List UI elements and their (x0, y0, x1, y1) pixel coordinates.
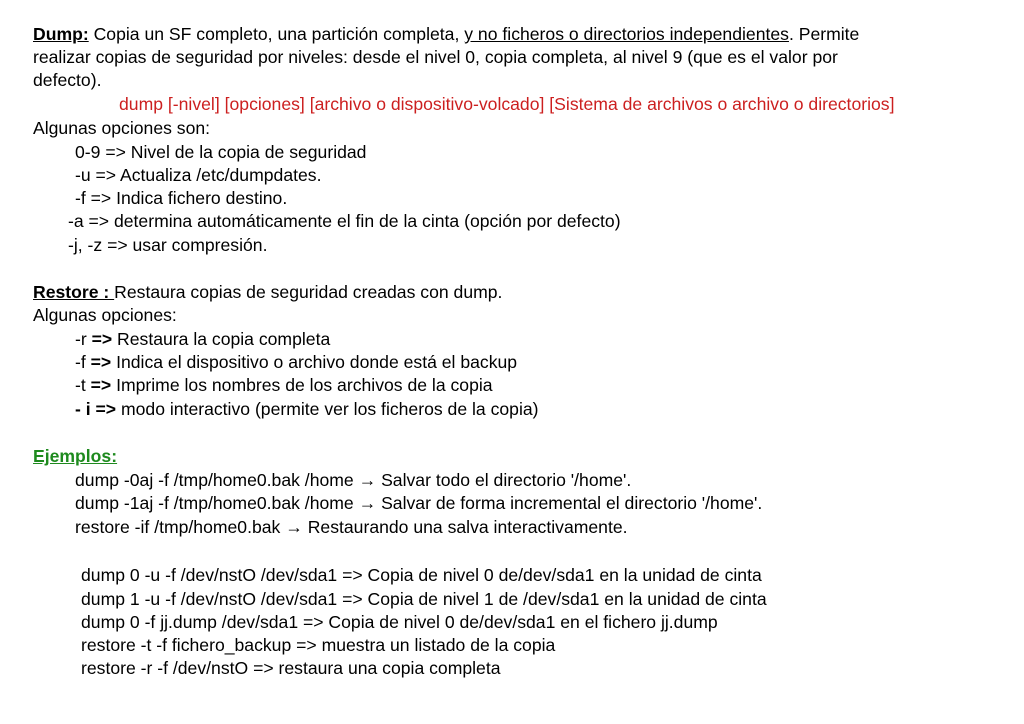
restore-option-text: modo interactivo (permite ver los ficheros de la copia) (116, 399, 539, 419)
restore-option (75, 328, 330, 350)
example-line: restore -t -f fichero_backup => muestra un listado de la copia (81, 635, 556, 655)
restore-option-flag: -t (75, 375, 86, 395)
restore-option-arrow: => (86, 329, 113, 349)
dump-option: 0-9 => Nivel de la copia de seguridad (75, 142, 367, 162)
restore-option-flag: - i (75, 399, 91, 419)
restore-option-flag: -f (75, 352, 86, 372)
restore-intro (33, 281, 502, 303)
dump-option: -j, -z => usar compresión. (68, 235, 268, 255)
restore-options-label: Algunas opciones: (33, 305, 177, 325)
restore-option (75, 398, 539, 420)
example-line: dump 1 -u -f /dev/nstO /dev/sda1 => Copia de nivel 1 de /dev/sda1 en la unidad de cinta (81, 589, 767, 609)
dump-syntax: dump [-nivel] [opciones] [archivo o dispositivo-volcado] [Sistema de archivos o archivo o directorios] (119, 94, 895, 114)
restore-heading: Restore : (33, 282, 115, 302)
example-line: dump -1aj -f /tmp/home0.bak /home → Salvar de forma incremental el directorio '/home'. (75, 493, 763, 513)
dump-option: -f => Indica fichero destino. (75, 188, 288, 208)
dump-options-label: Algunas opciones son: (33, 118, 211, 138)
dump-intro-text-b: . Permite (788, 24, 860, 44)
restore-option-arrow: => (85, 375, 112, 395)
restore-option-text: Restaura la copia completa (112, 329, 331, 349)
dump-intro-line2: realizar copias de seguridad por niveles: desde el nivel 0, copia completa, al nivel 9 (que es el valor por (33, 47, 838, 67)
restore-intro-text: Restaura copias de seguridad creadas con dump. (114, 282, 503, 302)
dump-heading: Dump: (33, 24, 89, 44)
example-line: dump -0aj -f /tmp/home0.bak /home → Salvar todo el directorio '/home'. (75, 470, 632, 490)
restore-option-arrow: => (85, 352, 112, 372)
restore-option-text: Imprime los nombres de los archivos de la copia (111, 375, 493, 395)
restore-option-arrow: => (90, 399, 117, 419)
restore-option (75, 351, 517, 373)
restore-option (75, 374, 493, 396)
dump-intro-text-a: Copia un SF completo, una partición completa, (88, 24, 465, 44)
example-line: restore -r -f /dev/nstO => restaura una copia completa (81, 658, 501, 678)
examples-heading: Ejemplos: (33, 446, 118, 466)
restore-option-flag: -r (75, 329, 87, 349)
dump-option: -u => Actualiza /etc/dumpdates. (75, 165, 322, 185)
example-line: restore -if /tmp/home0.bak → Restaurando una salva interactivamente. (75, 517, 628, 537)
dump-option: -a => determina automáticamente el fin de la cinta (opción por defecto) (68, 211, 621, 231)
example-line: dump 0 -u -f /dev/nstO /dev/sda1 => Copia de nivel 0 de/dev/sda1 en la unidad de cinta (81, 565, 762, 585)
dump-intro-line3: defecto). (33, 70, 102, 90)
example-line: dump 0 -f jj.dump /dev/sda1 => Copia de nivel 0 de/dev/sda1 en el fichero jj.dump (81, 612, 718, 632)
restore-option-text: Indica el dispositivo o archivo donde está el backup (111, 352, 518, 372)
dump-intro-line1 (33, 23, 859, 45)
dump-intro-underlined: y no ficheros o directorios independientes (464, 24, 789, 44)
